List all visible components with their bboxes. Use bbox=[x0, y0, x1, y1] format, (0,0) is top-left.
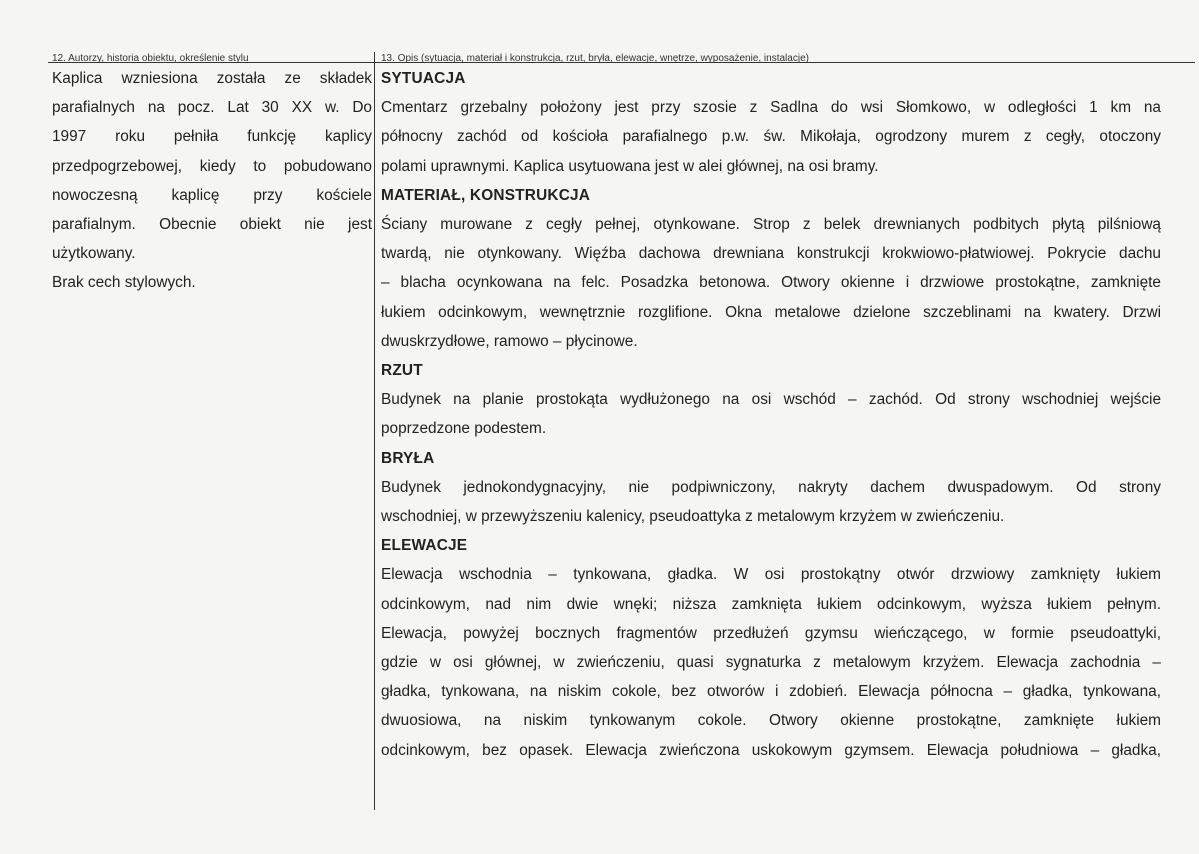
right-column-header: 13. Opis (sytuacja, materiał i konstrukcja, rzut, bryła, elewacje, wnętrze, wyposażenie, instalacje) bbox=[381, 53, 809, 64]
section-heading-rzut: RZUT bbox=[381, 362, 423, 380]
elewacje-line: gdzie w osi głównej, w zwieńczeniu, quasi sygnaturka z metalowym krzyżem. Elewacja zachodnia – bbox=[381, 654, 1161, 672]
sytuacja-line: Cmentarz grzebalny położony jest przy szosie z Sadlna do wsi Słomkowo, w odległości 1 km na bbox=[381, 99, 1161, 117]
rzut-line: poprzedzone podestem. bbox=[381, 420, 547, 438]
material-line: – blacha ocynkowana na felc. Posadzka betonowa. Otwory okienne i drzwiowe prostokątne, zamknięte bbox=[381, 274, 1161, 292]
history-line: nowoczesną kaplicę przy kościele bbox=[52, 186, 372, 204]
material-line: łukiem odcinkowym, wewnętrznie rozglifione. Okna metalowe dzielone szczeblinami na kwatery. Drzwi bbox=[381, 303, 1161, 321]
elewacje-line: gładka, tynkowana, na niskim cokole, bez otworów i zdobień. Elewacja północna – gładka, tynkowana, bbox=[381, 683, 1161, 701]
history-line: parafialnym. Obecnie obiekt nie jest bbox=[52, 216, 372, 234]
section-heading-bryla: BRYŁA bbox=[381, 449, 435, 467]
section-heading-sytuacja: SYTUACJA bbox=[381, 70, 466, 87]
material-line: Ściany murowane z cegły pełnej, otynkowane. Strop z belek drewnianych podbitych płytą pilśniową bbox=[381, 216, 1161, 234]
elewacje-line: Elewacja wschodnia – tynkowana, gładka. W osi prostokątny otwór drzwiowy zamknięty łukiem bbox=[381, 566, 1161, 584]
history-line: parafialnych na pocz. Lat 30 XX w. Do bbox=[52, 99, 372, 117]
left-column-header: 12. Autorzy, historia obiektu, określenie stylu bbox=[52, 53, 249, 64]
section-heading-material: MATERIAŁ, KONSTRUKCJA bbox=[381, 186, 591, 204]
column-divider bbox=[374, 52, 375, 810]
history-column bbox=[52, 64, 372, 298]
elewacje-line: Elewacja, powyżej bocznych fragmentów przedłużeń gzymsu wieńczącego, w formie pseudoattyki, bbox=[381, 624, 1161, 642]
elewacje-line: odcinkowym, bez opasek. Elewacja zwieńczona uskokowym gzymsem. Elewacja południowa – gładka, bbox=[381, 741, 1161, 759]
history-line: Kaplica wzniesiona została ze składek bbox=[52, 70, 372, 87]
description-column bbox=[381, 64, 1161, 765]
bryla-line: wschodniej, w przewyższeniu kalenicy, pseudoattyka z metalowym krzyżem w zwieńczeniu. bbox=[381, 508, 1005, 526]
history-line: 1997 roku pełniła funkcję kaplicy bbox=[52, 128, 372, 146]
bryla-line: Budynek jednokondygnacyjny, nie podpiwniczony, nakryty dachem dwuspadowym. Od strony bbox=[381, 478, 1161, 496]
sytuacja-line: polami uprawnymi. Kaplica usytuowana jest w alei głównej, na osi bramy. bbox=[381, 157, 879, 175]
elewacje-line: dwuosiowa, na niskim tynkowanym cokole. Otwory okienne prostokątne, zamknięte łukiem bbox=[381, 712, 1161, 730]
sytuacja-line: północny zachód od kościoła parafialnego p.w. św. Mikołaja, ogrodzony murem z cegły, otoczony bbox=[381, 128, 1161, 146]
material-line: twardą, nie otynkowany. Więźba dachowa drewniana konstrukcji krokwiowo-płatwiowej. Pokrycie dachu bbox=[381, 245, 1161, 263]
section-heading-elewacje: ELEWACJE bbox=[381, 537, 468, 555]
material-line: dwuskrzydłowe, ramowo – płycinowe. bbox=[381, 332, 638, 350]
rzut-line: Budynek na planie prostokąta wydłużonego na osi wschód – zachód. Od strony wschodniej wejście bbox=[381, 391, 1161, 409]
history-line: przedpogrzebowej, kiedy to pobudowano bbox=[52, 157, 372, 175]
history-line: użytkowany. bbox=[52, 245, 136, 263]
style-note: Brak cech stylowych. bbox=[52, 274, 196, 292]
elewacje-line: odcinkowym, nad nim dwie wnęki; niższa zamknięta łukiem odcinkowym, wyższa łukiem pełnym. bbox=[381, 595, 1161, 613]
